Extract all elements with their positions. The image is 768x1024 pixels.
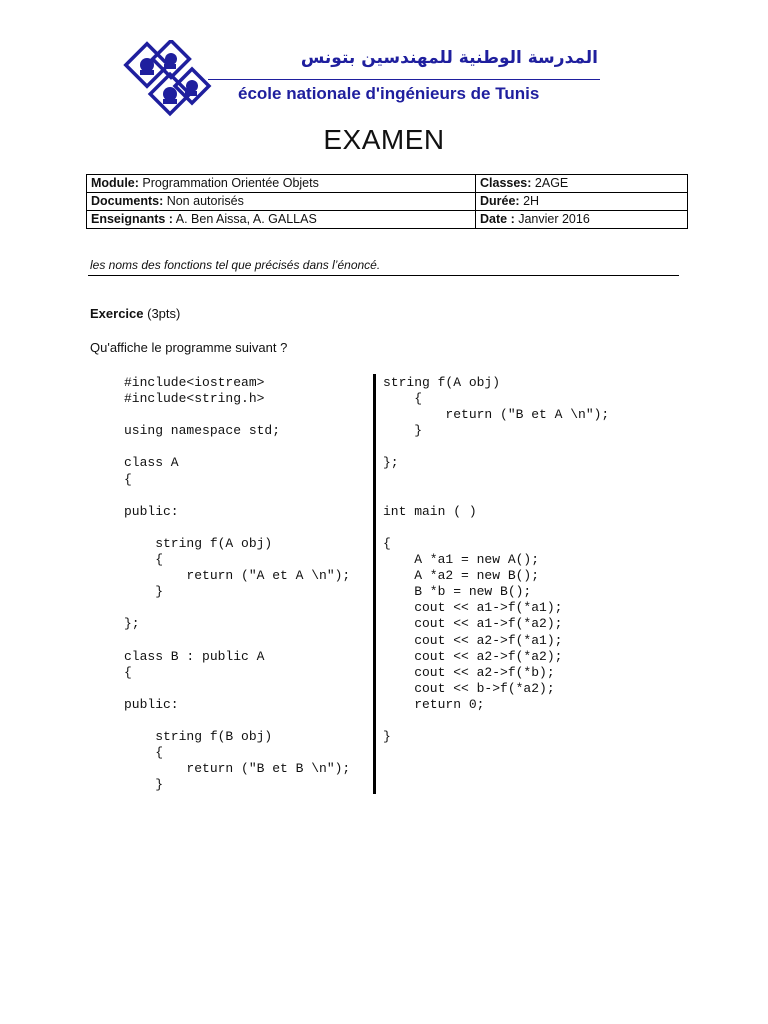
documents-value: Non autorisés bbox=[163, 194, 244, 208]
exercise-title bbox=[90, 306, 180, 321]
module-cell bbox=[87, 175, 476, 193]
duree-value: 2H bbox=[519, 194, 540, 208]
classes-value: 2AGE bbox=[531, 176, 569, 190]
module-value: Programmation Orientée Objets bbox=[138, 176, 319, 190]
classes-cell bbox=[476, 175, 688, 193]
code-block-left: #include<iostream> #include<string.h> using namespace std; class A { public: string f(A obj) { return ("A et A \n"); } }; class B : public A { public: string f(B obj) { return ("B et B \n"); } bbox=[124, 375, 351, 793]
duree-label: Durée: bbox=[480, 194, 520, 208]
module-label: Module: bbox=[91, 176, 139, 190]
enseignants-cell bbox=[87, 211, 476, 229]
header-divider bbox=[208, 79, 600, 80]
exercise-question: Qu'affiche le programme suivant ? bbox=[90, 340, 288, 355]
exercise-points: (3pts) bbox=[143, 306, 181, 321]
code-block-right: string f(A obj) { return ("B et A \n"); } }; int main ( ) { A *a1 = new A(); A *a2 = new B(); B *b = new B(); cout << a1->f(*a1); cout << a1->f(*a2); cout << a2->f(*a1); cout << a2->f(*a2); cout << a2->f(*b); cout << b->f(*a2); return 0; } bbox=[383, 375, 610, 745]
date-label: Date : bbox=[480, 212, 515, 226]
school-name-arabic: المدرسة الوطنية للمهندسين بتونس bbox=[300, 48, 598, 68]
date-value: Janvier 2016 bbox=[514, 212, 590, 226]
classes-label: Classes: bbox=[480, 176, 532, 190]
note-divider bbox=[88, 275, 679, 276]
documents-cell bbox=[87, 193, 476, 211]
exam-info-table bbox=[86, 174, 688, 229]
date-cell bbox=[476, 211, 688, 229]
school-name: école nationale d'ingénieurs de Tunis bbox=[238, 84, 540, 103]
table-row bbox=[87, 175, 688, 193]
instructions-note: les noms des fonctions tel que précisés dans l’énoncé. bbox=[90, 258, 381, 272]
enseignants-label: Enseignants : bbox=[91, 212, 173, 226]
table-row bbox=[87, 193, 688, 211]
enseignants-value: A. Ben Aissa, A. GALLAS bbox=[172, 212, 317, 226]
documents-label: Documents: bbox=[91, 194, 164, 208]
duree-cell bbox=[476, 193, 688, 211]
table-row bbox=[87, 211, 688, 229]
enit-logo bbox=[122, 40, 214, 118]
code-divider bbox=[373, 374, 376, 794]
exercise-label: Exercice bbox=[90, 306, 144, 321]
page-title: EXAMEN bbox=[323, 124, 445, 155]
